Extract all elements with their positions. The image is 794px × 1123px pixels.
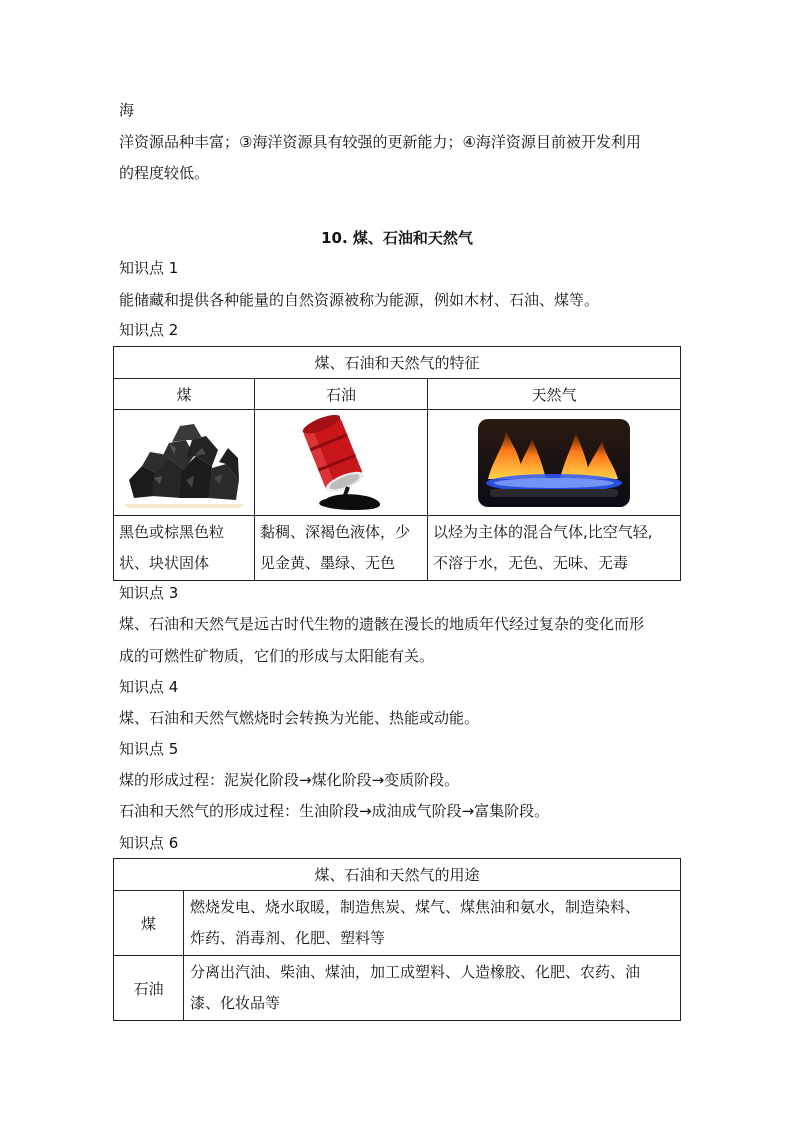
oil-barrel-image bbox=[286, 415, 396, 511]
uses-oil-line-2: 漆、化妆品等 bbox=[190, 994, 281, 1012]
k3-line-1: 煤、石油和天然气是远古时代生物的遗骸在漫长的地质年代经过复杂的变化而形 bbox=[119, 615, 645, 633]
k3-label: 知识点 3 bbox=[119, 584, 179, 602]
oil-image-cell bbox=[255, 410, 428, 516]
uses-table-title: 煤、石油和天然气的用途 bbox=[114, 859, 681, 891]
gas-description-line-1: 以烃为主体的混合气体,比空气轻, bbox=[433, 523, 653, 541]
gas-description-line-2: 不溶于水，无色、无味、无毒 bbox=[433, 554, 629, 572]
uses-row-oil-name: 石油 bbox=[114, 956, 184, 1021]
gas-image-cell bbox=[428, 410, 681, 516]
header-gas: 天然气 bbox=[428, 379, 681, 410]
k2-label: 知识点 2 bbox=[119, 321, 179, 339]
coal-description-line-2: 状、块状固体 bbox=[119, 554, 210, 572]
k4-label: 知识点 4 bbox=[119, 678, 179, 696]
uses-coal-line-1: 燃烧发电、烧水取暖，制造焦炭、煤气、煤焦油和氨水，制造染料、 bbox=[190, 898, 641, 916]
features-table bbox=[113, 346, 681, 581]
uses-coal-line-2: 炸药、消毒剂、化肥、塑料等 bbox=[190, 929, 386, 947]
oil-description bbox=[255, 516, 428, 581]
uses-oil-line-1: 分离出汽油、柴油、煤油，加工成塑料、人造橡胶、化肥、农药、油 bbox=[190, 963, 641, 981]
uses-row-oil-text bbox=[184, 956, 681, 1021]
k1-text: 能储藏和提供各种能量的自然资源被称为能源，例如木材、石油、煤等。 bbox=[119, 291, 600, 309]
k1-label: 知识点 1 bbox=[119, 259, 179, 277]
uses-row-coal-name: 煤 bbox=[114, 891, 184, 956]
k4-text: 煤、石油和天然气燃烧时会转换为光能、热能或动能。 bbox=[119, 709, 480, 727]
k6-label: 知识点 6 bbox=[119, 834, 179, 852]
coal-description bbox=[114, 516, 255, 581]
gas-description bbox=[428, 516, 681, 581]
coal-description-line-1: 黑色或棕黑色粒 bbox=[119, 523, 225, 541]
oil-description-line-2: 见金黄、墨绿、无色 bbox=[260, 554, 396, 572]
uses-row-coal-text bbox=[184, 891, 681, 956]
intro-line-2: 洋资源品种丰富；③海洋资源具有较强的更新能力；④海洋资源目前被开发利用 bbox=[119, 133, 641, 151]
features-table-title: 煤、石油和天然气的特征 bbox=[114, 347, 681, 379]
k5-label: 知识点 5 bbox=[119, 740, 179, 758]
gas-flame-image bbox=[476, 417, 632, 509]
k3-line-2: 成的可燃性矿物质，它们的形成与太阳能有关。 bbox=[119, 647, 435, 665]
oil-description-line-1: 黏稠、深褐色液体，少 bbox=[260, 523, 411, 541]
intro-line-1: 海 bbox=[119, 101, 135, 119]
coal-image-cell bbox=[114, 410, 255, 516]
uses-table bbox=[113, 858, 681, 1021]
k5-line-2: 石油和天然气的形成过程：生油阶段→成油成气阶段→富集阶段。 bbox=[119, 802, 550, 820]
intro-line-3: 的程度较低。 bbox=[119, 164, 210, 182]
header-oil: 石油 bbox=[255, 379, 428, 410]
k5-line-1: 煤的形成过程：泥炭化阶段→煤化阶段→变质阶段。 bbox=[119, 771, 460, 789]
section-title: 10. 煤、石油和天然气 bbox=[321, 229, 473, 247]
header-coal: 煤 bbox=[114, 379, 255, 410]
coal-image bbox=[124, 418, 244, 508]
